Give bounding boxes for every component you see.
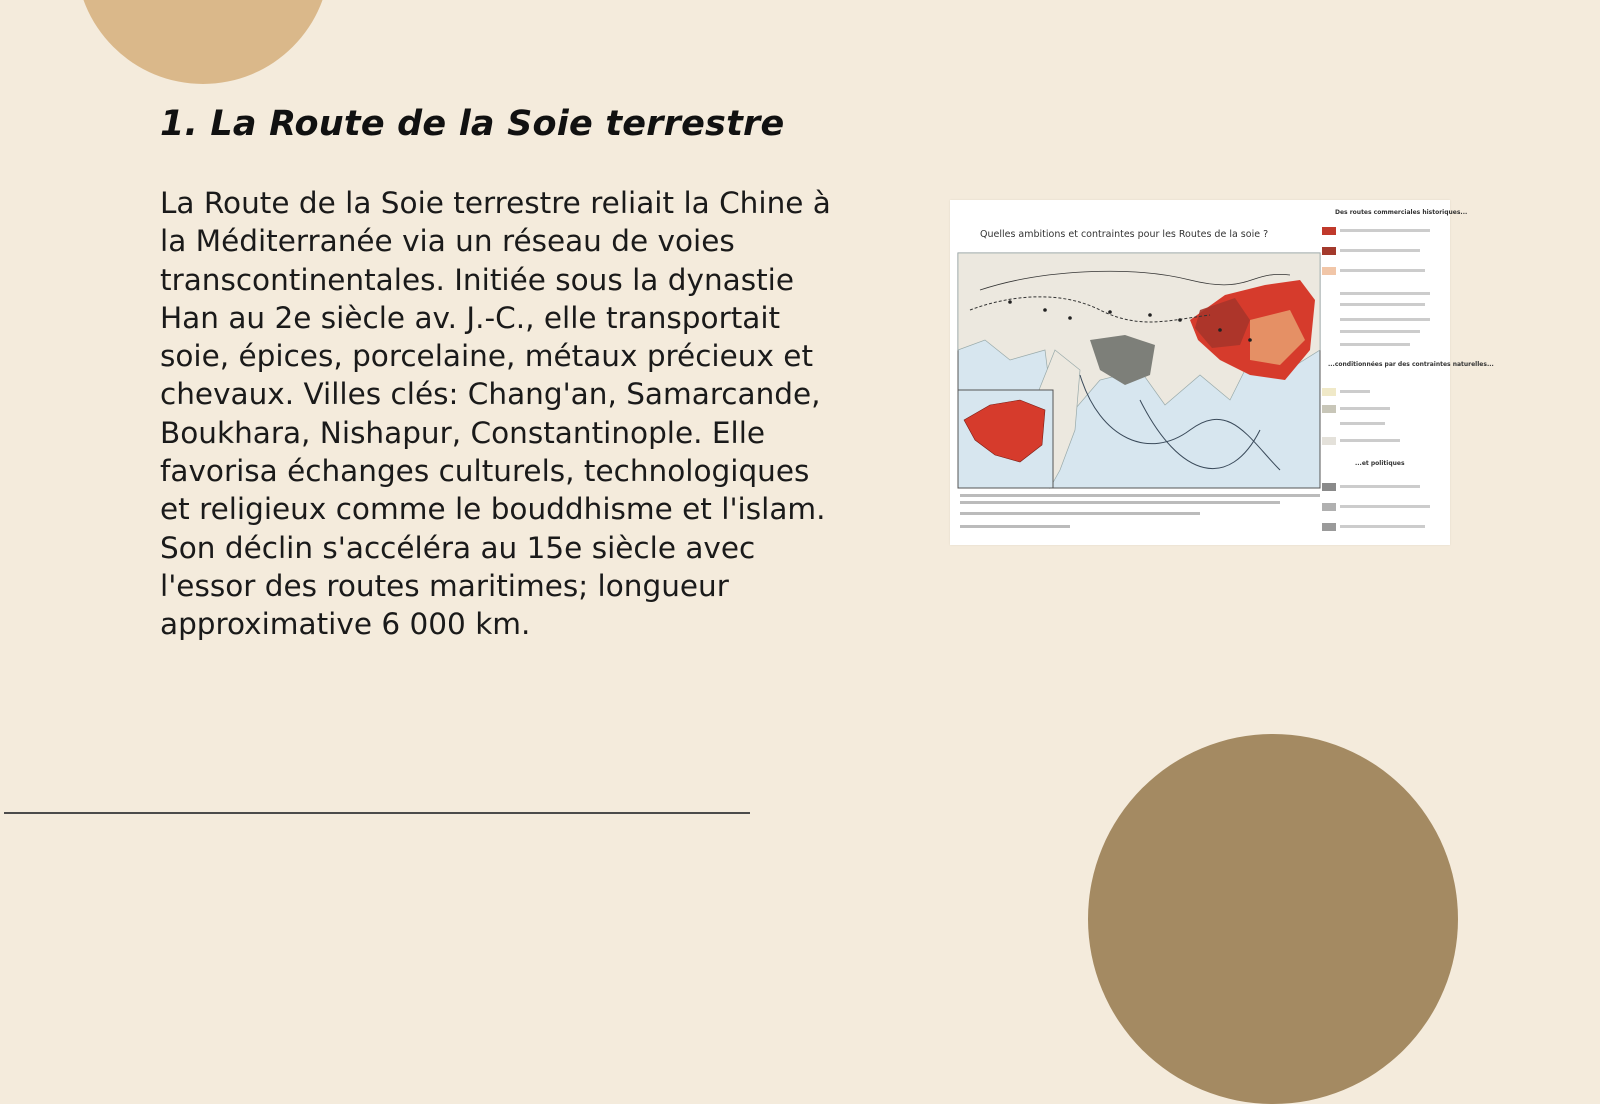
map-heading: Quelles ambitions et contraintes pour les Routes de la soie ? [980,229,1269,240]
legend-heading-3: ...et politiques [1355,460,1405,467]
map-source-lines [960,494,1320,528]
map-legend [1322,209,1494,531]
legend-heading-2: ...conditionnées par des contraintes naturelles... [1328,361,1494,368]
slide-title: 1. La Route de la Soie terrestre [160,104,785,144]
map-graphic [950,200,1494,545]
silk-road-map-image [950,200,1494,545]
decorative-circle-top [76,0,330,84]
divider-line [4,812,750,814]
legend-heading-1: Des routes commerciales historiques... [1335,209,1468,216]
decorative-circle-bottom [1088,734,1458,1104]
slide-body-text: La Route de la Soie terrestre reliait la Chine à la Méditerranée via un réseau de voies transcontinentales. Initiée sous la dynastie Han au 2e siècle av. J.-C., elle transportait soie, épices, porcelaine, métaux précieux et chevaux. Villes clés: Chang'an, Samarcande, Boukhara, Nishapur, Constantinople. Elle favorisa échanges culturels, technologiques et religieux comme le bouddhisme et l'islam. Son déclin s'accéléra au 15e siècle avec l'essor des routes maritimes; longueur approximative 6 000 km. [160,186,831,642]
